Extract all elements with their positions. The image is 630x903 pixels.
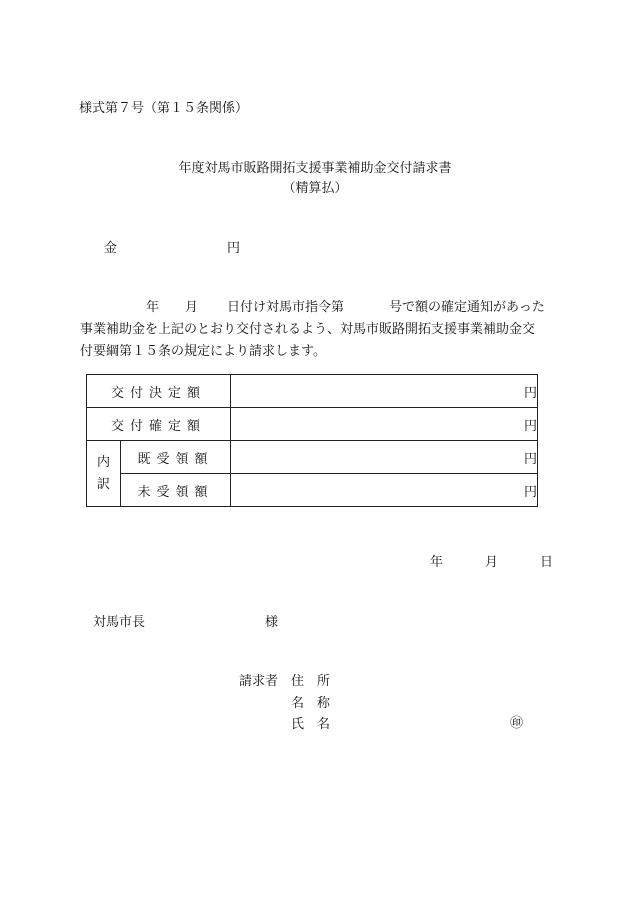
date-month: 月 <box>485 555 499 570</box>
value-decided-amount: 円 <box>231 375 538 408</box>
body-line-3: 付要綱第１５条の規定により請求します。 <box>80 344 326 359</box>
value-received-amount: 円 <box>231 441 538 474</box>
amount-label: 金 <box>104 241 118 256</box>
label-received-amount: 既受領額 <box>121 441 231 474</box>
body-number-suffix: 号で額の確定通知があった <box>389 300 545 315</box>
seal-mark-icon: ㊞ <box>510 716 524 731</box>
breakdown-text: 内訳 <box>97 454 111 492</box>
date-year: 年 <box>430 555 444 570</box>
value-unreceived-amount: 円 <box>231 474 538 507</box>
claimant-label: 請求者 <box>239 674 279 689</box>
body-dated: 日付け対馬市指令第 <box>227 300 345 315</box>
document-subtitle: （精算払） <box>282 181 348 196</box>
document-title: 年度対馬市販路開拓支援事業補助金交付請求書 <box>178 161 452 176</box>
body-line-2: 事業補助金を上記のとおり交付されるよう、対馬市販路開拓支援事業補助金交 <box>80 322 536 337</box>
table-row <box>87 441 538 474</box>
label-unreceived-amount: 未受領額 <box>121 474 231 507</box>
table-row <box>87 474 538 507</box>
label-breakdown <box>87 441 121 507</box>
table-row <box>87 408 538 441</box>
addressee-honorific: 様 <box>265 615 279 630</box>
claimant-address-label: 住 所 <box>291 674 331 689</box>
form-number: 様式第７号（第１５条関係） <box>79 101 249 116</box>
amount-table <box>86 374 538 507</box>
table-row <box>87 375 538 408</box>
date-day: 日 <box>540 555 554 570</box>
body-month: 月 <box>185 300 199 315</box>
label-confirmed-amount: 交付確定額 <box>87 408 231 441</box>
claimant-person-name-label: 氏 名 <box>291 717 331 732</box>
addressee-name: 対馬市長 <box>93 615 146 630</box>
body-year: 年 <box>146 300 160 315</box>
amount-unit: 円 <box>227 241 241 256</box>
value-confirmed-amount: 円 <box>231 408 538 441</box>
label-decided-amount: 交付決定額 <box>87 375 231 408</box>
claimant-org-name-label: 名 称 <box>291 696 331 711</box>
